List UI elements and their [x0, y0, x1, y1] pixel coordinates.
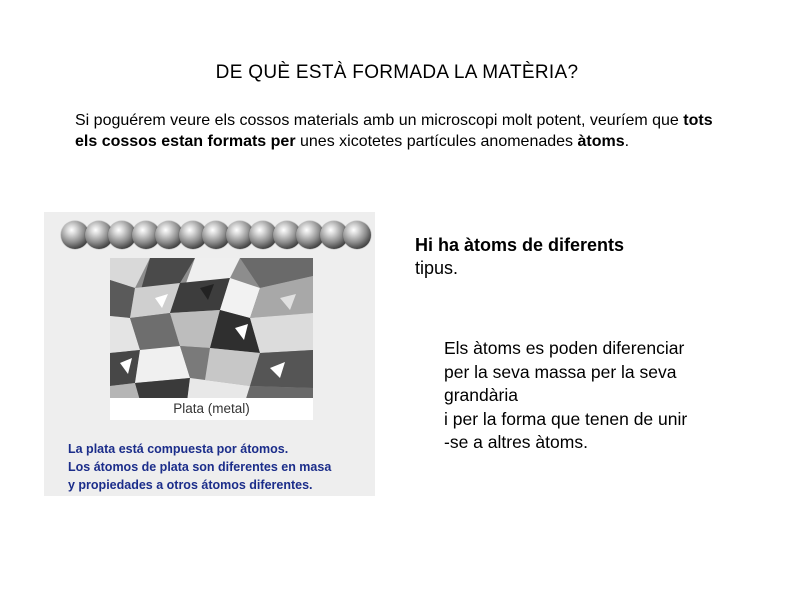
figure-caption	[68, 440, 368, 494]
caption-line-2: Los átomos de plata son diferentes en masa	[68, 460, 332, 474]
intro-text-1: Si poguérem veure els cossos materials amb un microscopi molt potent, veuríem que	[75, 112, 684, 129]
silver-foil-image	[110, 258, 313, 418]
intro-bold-2: àtoms	[577, 133, 625, 150]
side-body-line-1: Els àtoms es poden diferenciar	[444, 338, 685, 358]
atom-sphere-icon	[343, 221, 371, 249]
silver-foil-texture	[110, 258, 313, 418]
side-body-line-3: grandària	[444, 385, 518, 405]
silver-figure	[44, 212, 375, 496]
caption-line-1: La plata está compuesta por átomos.	[68, 442, 289, 456]
caption-line-3: y propiedades a otros átomos diferentes.	[68, 478, 313, 492]
intro-paragraph	[75, 110, 715, 152]
side-body-line-4: i per la forma que tenen de unir	[444, 408, 688, 429]
atom-chain	[61, 221, 365, 249]
page-title: DE QUÈ ESTÀ FORMADA LA MATÈRIA?	[215, 62, 579, 83]
side-body-line-2: per la seva massa per la seva	[444, 361, 677, 382]
intro-text-2: unes xicotetes partícules anomenades	[295, 133, 578, 150]
side-heading-rest: tipus.	[415, 258, 459, 278]
intro-bold-1: tots els cossos estan formats per	[75, 112, 713, 150]
side-body-line-5: -se a altres àtoms.	[444, 432, 588, 452]
side-heading-bold: Hi ha àtoms de diferents	[415, 235, 625, 255]
intro-text-3: .	[624, 133, 630, 150]
side-heading	[415, 234, 675, 280]
side-body	[444, 337, 744, 455]
image-label: Plata (metal)	[110, 398, 313, 420]
